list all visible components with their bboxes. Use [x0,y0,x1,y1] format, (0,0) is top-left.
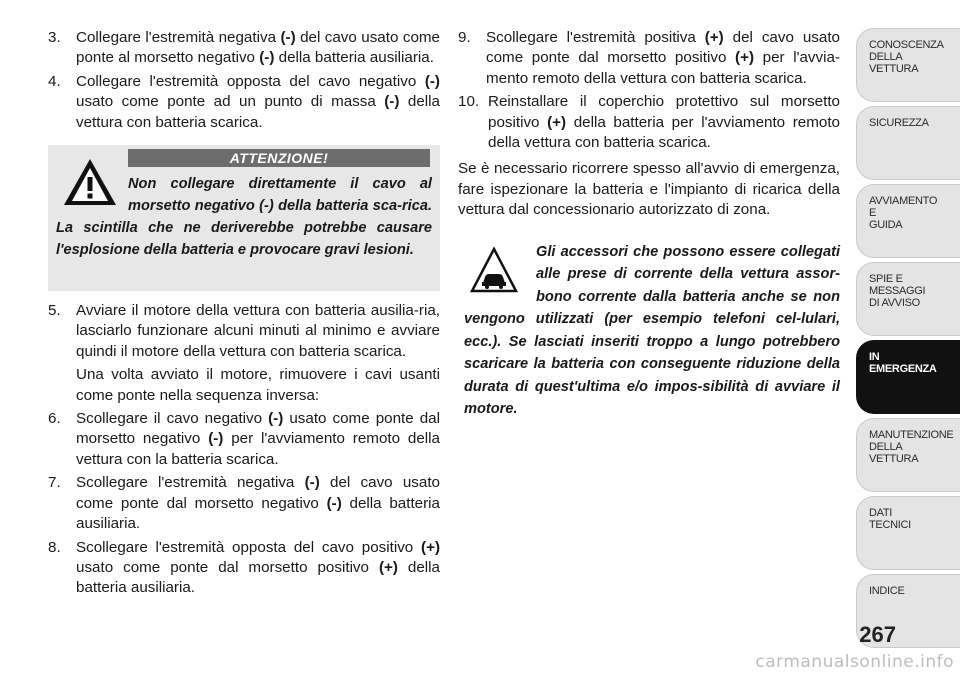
watermark: carmanualsonline.info [755,652,954,672]
step-number: 9. [458,29,471,46]
chapter-tab-3[interactable]: AVVIAMENTO E GUIDA [856,184,960,258]
page-number: 267 [859,622,896,647]
warning-text: Non collegare direttamente il cavo al morsetto negativo (-) della batteria sca-rica. La scintilla che ne deriverebbe potrebbe causare l'esplosione della batteria e provocare gravi lesioni. [56,176,432,259]
step-number: 3. [48,29,61,46]
emergency-start-paragraph: Se è necessario ricorrere spesso all'avvio di emergenza, fare ispezionare la batteria e l'impianto di ricarica della vettura dal concessionario autorizzato di zona. [458,160,840,219]
chapter-tab-5[interactable]: IN EMERGENZA [856,340,960,414]
step-number: 6. [48,410,61,428]
warning-header: ATTENZIONE! [128,149,430,167]
step-number: 8. [48,538,61,556]
note-text: Gli accessori che possono essere collegati alle prese di corrente della vettura assor-bono corrente dalla batteria anche se non vengono utilizzati (per esempio telefoni cel-lulari, ecc.). Se lasciati inseriti troppo a lungo potrebbero scaricare la batteria con conseguente riduzione della durata di quest'ultima e/o impos-sibilità di avviare il motore. [464,243,840,418]
step-9: 9. Scollegare l'estremità positiva (+) del cavo usato come ponte dal morsetto positivo (+) per l'avvia-mento remoto della vettura con batteria scarica. [458,29,840,87]
step-3: 3. Collegare l'estremità negativa (-) del cavo usato come ponte al morsetto negativo (-) della batteria ausiliaria. [48,29,440,67]
left-column [48,28,440,602]
chapter-tab-2[interactable]: SICUREZZA [856,106,960,180]
chapter-tab-4[interactable]: SPIE E MESSAGGI DI AVVISO [856,262,960,336]
step-5-continuation: Una volta avviato il motore, rimuovere i cavi usanti come ponte nella sequenza inversa: [76,366,440,404]
step-4: 4. Collegare l'estremità opposta del cavo negativo (-) usato come ponte ad un punto di massa (-) della vettura con batteria scarica. [48,72,440,131]
chapter-tab-6[interactable]: MANUTENZIONE DELLA VETTURA [856,418,960,492]
step-6: 6. Scollegare il cavo negativo (-) usato come ponte dal morsetto negativo (-) per l'avviamento remoto della vettura con la batteria scarica. [48,410,440,468]
step-number: 10. [458,93,480,111]
right-column [458,28,840,418]
note-box [458,235,840,418]
chapter-tab-8[interactable]: INDICE [856,574,960,648]
step-10: 10. Reinstallare il coperchio protettivo sul morsetto positivo (+) della batteria per l'avviamento remoto della vettura con batteria scarica. [458,93,840,152]
chapter-tab-7[interactable]: DATI TECNICI [856,496,960,570]
step-number: 4. [48,72,61,90]
step-7: 7. Scollegare l'estremità negativa (-) del cavo usato come ponte dal morsetto negativo (-) della batteria ausiliaria. [48,474,440,533]
warning-box [48,145,440,291]
chapter-tab-1[interactable]: CONOSCENZA DELLA VETTURA [856,28,960,102]
step-number: 7. [48,474,61,492]
chapter-tabs [856,28,960,652]
step-5: 5. Avviare il motore della vettura con batteria ausilia-ria, lasciarlo funzionare alcuni minuti al minimo e avviare quindi il motore della vettura con batteria scarica. Una volta avviato il motore, rimuovere i cavi usanti come ponte nella sequenza inversa: [48,301,440,406]
step-8: 8. Scollegare l'estremità opposta del cavo positivo (+) usato come ponte dal morsetto positivo (+) della batteria ausiliaria. [48,538,440,597]
step-number: 5. [48,302,61,320]
